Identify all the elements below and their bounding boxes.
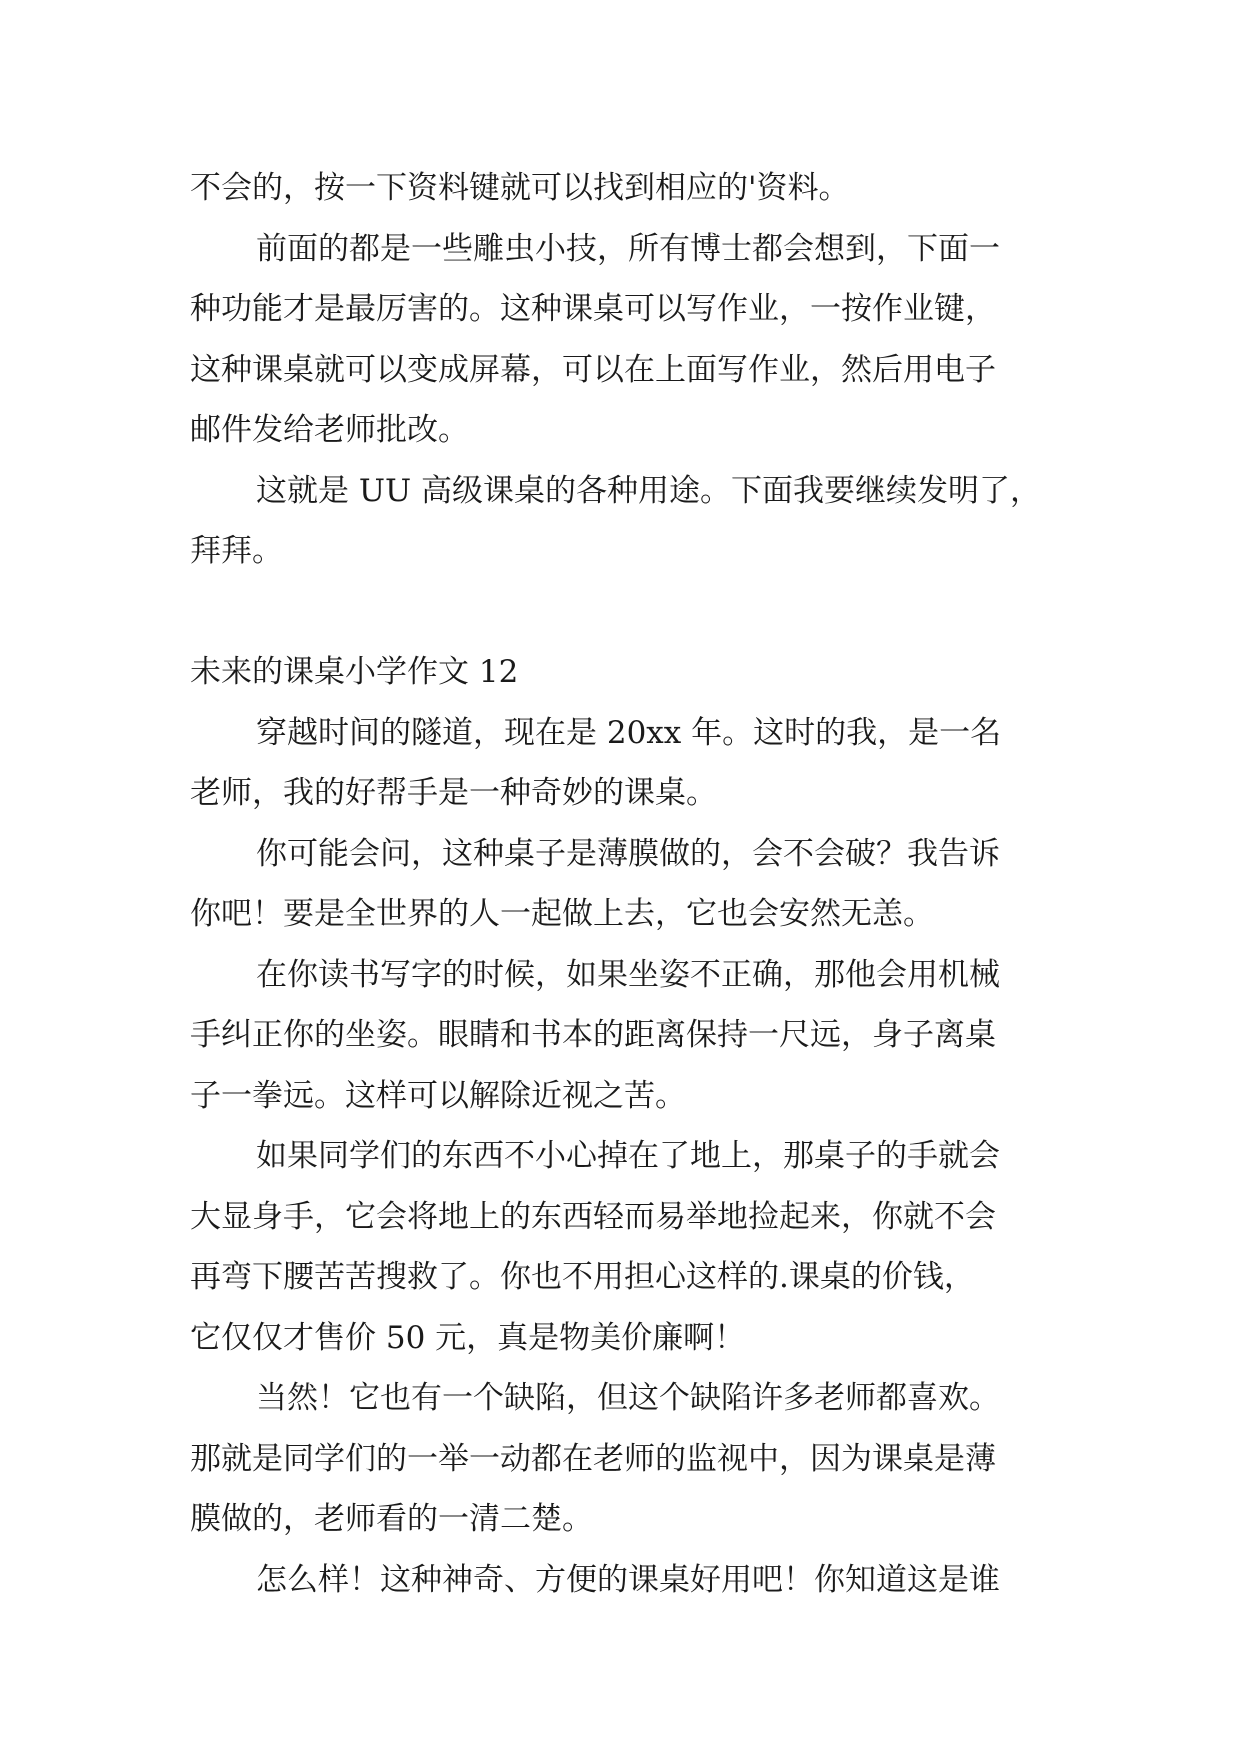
paragraph-start-line: 当然！它也有一个缺陷，但这个缺陷许多老师都喜欢。 [256,1380,1000,1416]
text-line: 你吧！要是全世界的人一起做上去，它也会安然无恙。 [190,896,934,932]
text-line: 种功能才是最厉害的。这种课桌可以写作业，一按作业键， [190,291,996,327]
text-line: 大显身手，它会将地上的东西轻而易举地捡起来，你就不会 [190,1198,996,1235]
text-line: 再弯下腰苦苦搜救了。你也不用担心这样的.课桌的价钱， [190,1259,975,1295]
text-line: 拜拜。 [190,533,283,569]
text-line: 不会的，按一下资料键就可以找到相应的'资料。 [190,170,850,206]
text-line: 子一拳远。这样可以解除近视之苦。 [190,1077,686,1114]
paragraph-start-line: 穿越时间的隧道，现在是 20xx 年。这时的我，是一名 [256,714,1002,751]
paragraph-start-line: 你可能会问，这种桌子是薄膜做的，会不会破？我告诉 [256,835,1000,872]
text-line: 它仅仅才售价 50 元，真是物美价廉啊！ [190,1319,746,1356]
text-line: 老师，我的好帮手是一种奇妙的课桌。 [190,775,717,811]
text-line: 膜做的，老师看的一清二楚。 [190,1501,593,1537]
paragraph-start-line: 这就是 UU 高级课桌的各种用途。下面我要继续发明了， [256,472,1041,509]
paragraph-start-line: 在你读书写字的时候，如果坐姿不正确，那他会用机械 [256,956,1000,993]
section-title: 未来的课桌小学作文 12 [190,654,519,690]
text-line: 邮件发给老师批改。 [190,412,469,448]
text-line: 手纠正你的坐姿。眼睛和书本的距离保持一尺远，身子离桌 [190,1017,996,1053]
blank-line [190,582,1070,643]
paragraph-start-line: 如果同学们的东西不小心掉在了地上，那桌子的手就会 [256,1138,1000,1174]
paragraph-start-line: 怎么样！这种神奇、方便的课桌好用吧！你知道这是谁 [256,1561,1000,1598]
paragraph-start-line: 前面的都是一些雕虫小技，所有博士都会想到，下面一 [256,230,1000,267]
text-line: 那就是同学们的一举一动都在老师的监视中，因为课桌是薄 [190,1440,996,1477]
text-line: 这种课桌就可以变成屏幕，可以在上面写作业，然后用电子 [190,351,996,388]
document-body [190,158,1070,1610]
